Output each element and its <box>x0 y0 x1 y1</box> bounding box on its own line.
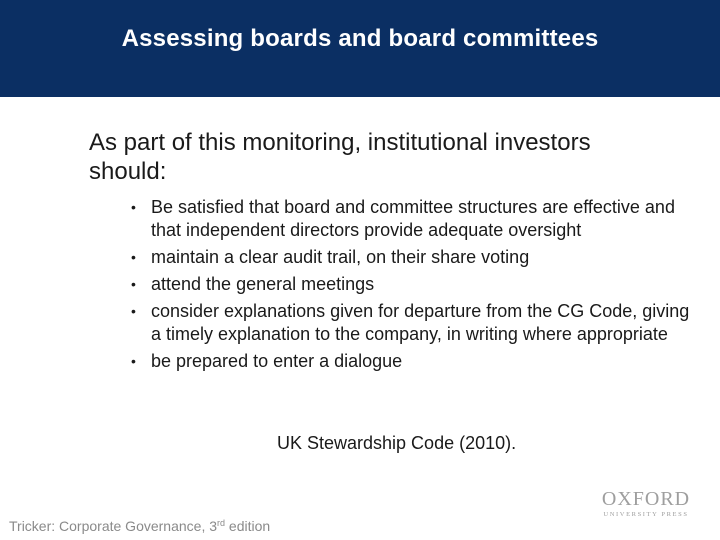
header-bar <box>0 0 720 97</box>
logo-sub-text: UNIVERSITY PRESS <box>603 511 689 518</box>
slide-title: Assessing boards and board committees <box>121 25 599 52</box>
bullet-text: Be satisfied that board and committee structures are effective and that independent directors provide adequate oversight <box>151 197 675 240</box>
bullet-dot: • <box>131 249 136 265</box>
bullet-dot: • <box>131 199 136 215</box>
oxford-logo <box>592 488 700 520</box>
bullet-item <box>131 300 691 346</box>
citation-text: UK Stewardship Code (2010). <box>277 433 517 453</box>
bullet-dot: • <box>131 353 136 369</box>
bullet-item <box>131 246 691 269</box>
bullet-item <box>131 273 691 296</box>
intro-text: As part of this monitoring, institutional investors should: <box>89 129 591 185</box>
bullet-text: attend the general meetings <box>151 274 375 294</box>
bullet-text: be prepared to enter a dialogue <box>151 351 403 371</box>
bullet-item <box>131 196 691 242</box>
footer-reference <box>9 514 270 535</box>
bullet-dot: • <box>131 303 136 319</box>
footer-reference-suffix: edition <box>225 518 271 534</box>
bullet-text: maintain a clear audit trail, on their share voting <box>151 247 530 267</box>
footer-reference-superscript: rd <box>217 518 226 528</box>
bullet-list <box>131 196 691 377</box>
bullet-item <box>131 350 691 373</box>
bullet-dot: • <box>131 276 136 292</box>
bullet-text: consider explanations given for departure from the CG Code, giving a timely explanation to the company, in writing where appropriate <box>151 301 690 344</box>
footer-reference-prefix: Tricker: Corporate Governance, 3 <box>9 518 218 534</box>
logo-main-text: OXFORD <box>601 488 691 510</box>
